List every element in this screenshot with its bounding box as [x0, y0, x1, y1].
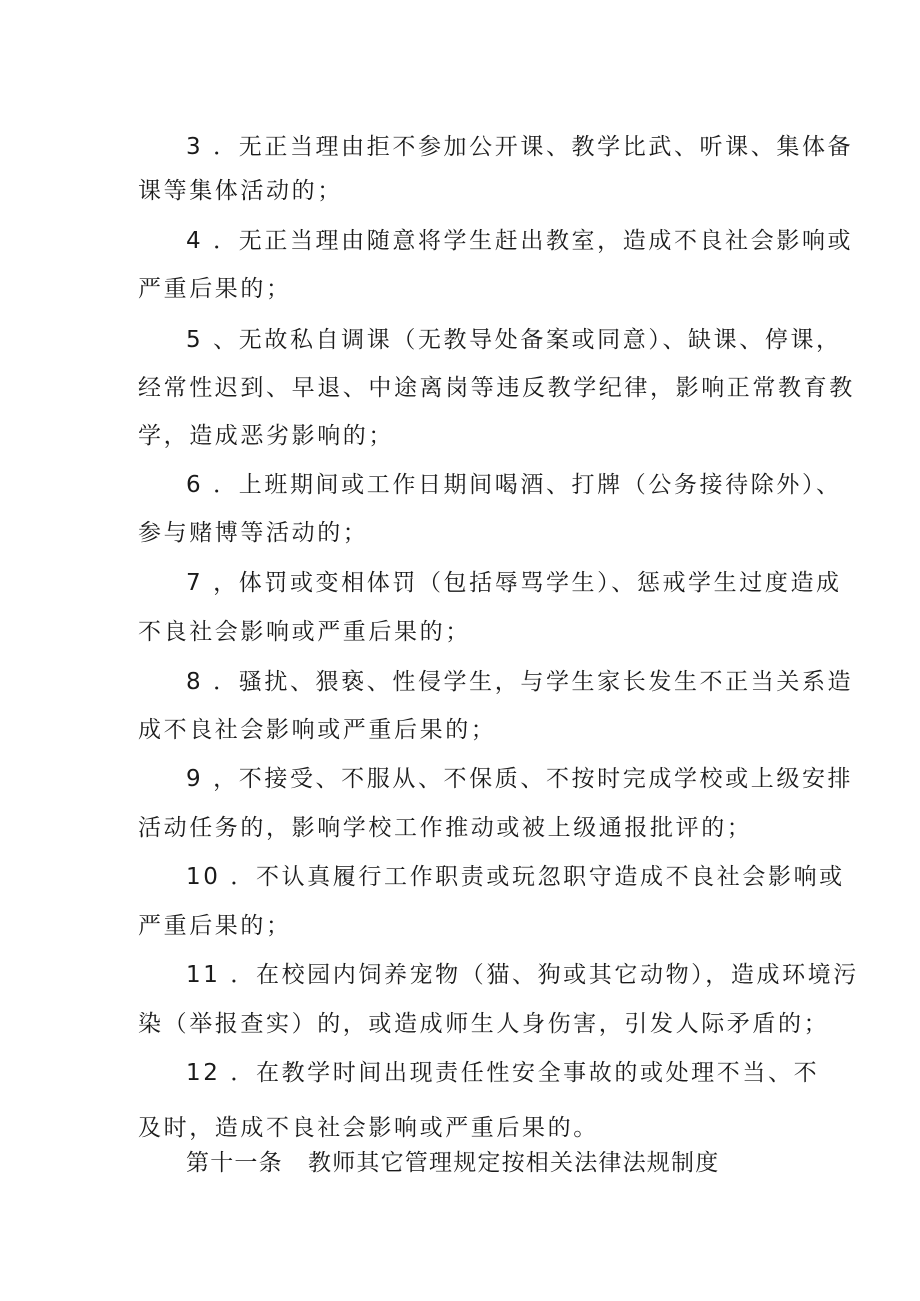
- item-5-line-1: 5 、无故私自调课（无教导处备案或同意）、缺课、停课，: [186, 327, 842, 353]
- item-11-line-1: 11 ．在校园内饲养宠物（猫、狗或其它动物），造成环境污: [186, 962, 859, 988]
- item-6-line-2: 参与赌博等活动的；: [138, 520, 369, 546]
- item-5-line-2: 经常性迟到、早退、中途离岗等违反教学纪律，影响正常教育教: [138, 375, 855, 401]
- item-4-line-1: 4 ．无正当理由随意将学生赶出教室，造成不良社会影响或: [186, 228, 854, 254]
- item-5-line-3: 学，造成恶劣影响的；: [138, 423, 394, 449]
- item-7-line-2: 不良社会影响或严重后果的；: [138, 619, 471, 645]
- item-9-line-2: 活动任务的，影响学校工作推动或被上级通报批评的；: [138, 815, 753, 841]
- item-3-line-1: 3 ．无正当理由拒不参加公开课、教学比武、听课、集体备: [186, 134, 854, 160]
- item-7-line-1: 7 ，体罚或变相体罚（包括辱骂学生）、惩戒学生过度造成: [186, 570, 842, 596]
- item-8-line-2: 成不良社会影响或严重后果的；: [138, 717, 497, 743]
- item-12-line-2: 及时，造成不良社会影响或严重后果的。: [138, 1115, 599, 1141]
- item-10-line-1: 10 ．不认真履行工作职责或玩忽职守造成不良社会影响或: [186, 864, 845, 890]
- item-10-line-2: 严重后果的；: [138, 913, 292, 939]
- item-9-line-1: 9 ，不接受、不服从、不保质、不按时完成学校或上级安排: [186, 766, 854, 792]
- article-number: 第十一条: [186, 1150, 283, 1176]
- item-8-line-1: 8 ．骚扰、猥亵、性侵学生，与学生家长发生不正当关系造: [186, 669, 854, 695]
- item-4-line-2: 严重后果的；: [138, 276, 292, 302]
- article-11: [186, 1148, 719, 1178]
- item-3-line-2: 课等集体活动的；: [138, 178, 343, 204]
- item-11-line-2: 染（举报查实）的，或造成师生人身伤害，引发人际矛盾的；: [138, 1011, 830, 1037]
- article-text: 教师其它管理规定按相关法律法规制度: [308, 1150, 720, 1176]
- item-12-line-1: 12 ．在教学时间出现责任性安全事故的或处理不当、不: [186, 1060, 820, 1086]
- item-6-line-1: 6 ．上班期间或工作日期间喝酒、打牌（公务接待除外）、: [186, 472, 842, 498]
